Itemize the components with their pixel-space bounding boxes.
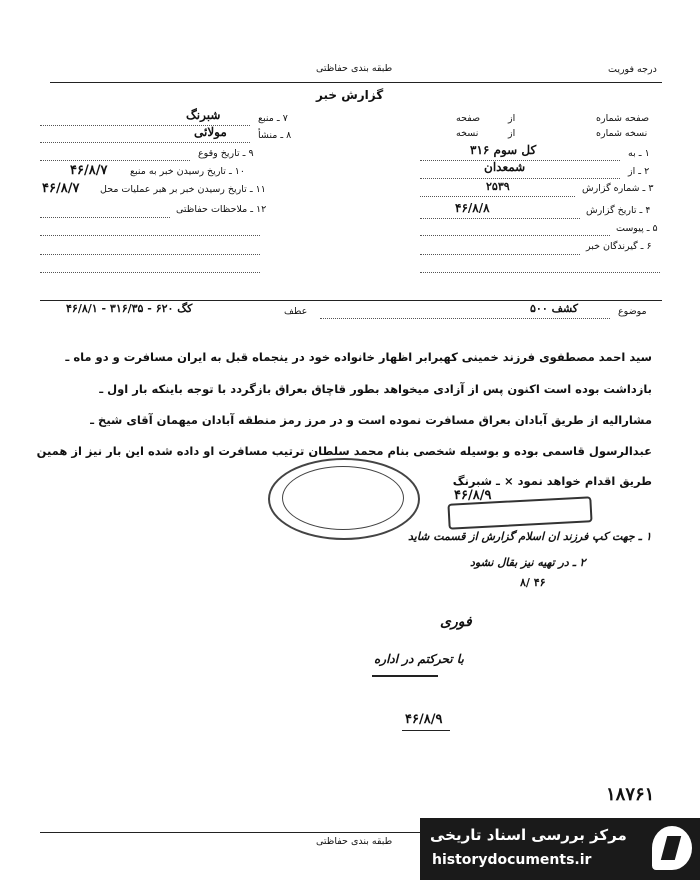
classification-top: طبقه بندی حفاظتی [316,63,393,74]
report-number-value: ۲۵۳۹ [486,180,510,193]
signature-date: ۴۶/۸/۹ [405,712,443,727]
subject-dotline [320,318,610,319]
origin-value: مولائی [194,125,227,139]
receivers-dotline-2 [420,272,660,273]
stamp-date: ۴۶/۸/۹ [454,488,492,503]
body-line-4: عبدالرسول قاسمی بوده و بوسیله شخصی بنام محمد سلطان ترتیب مسافرت او داده شده این بار نیز از همین [36,444,652,458]
reference-label: عطف [284,306,308,317]
received-ops-label: ۱۱ ـ تاریخ رسیدن خبر بر هبر عملیات محل [100,184,266,195]
handwritten-fori: فوری [440,614,472,630]
signature: با تحرکتم در اداره [374,652,464,666]
classification-bottom: طبقه بندی حفاظتی [316,836,393,847]
received-source-value: ۴۶/۸/۷ [70,163,108,178]
security-notes-label: ۱۲ ـ ملاحظات حفاظتی [176,204,267,215]
received-source-label: ۱۰ ـ تاریخ رسیدن خبر به منبع [130,166,245,177]
source-label: ۷ ـ منبع [258,113,288,124]
body-line-1: سید احمد مصطفوی فرزند خمینی کهبرابر اظهار خانواده خود در ینجماه قبل به ایران مسافرت و دو ماه ـ [65,350,652,364]
receivers-label: ۶ ـ گیرندگان خبر [586,241,652,252]
report-number-dotline [420,196,575,197]
watermark-site: historydocuments.ir [432,852,592,868]
handwritten-note-1: ۱ ـ جهت کپ فرزند ان اسلام گزارش از قسمت شاید [408,530,652,543]
copy-label: نسخه [456,128,479,139]
copy-number-label: نسخه شماره [596,128,648,139]
watermark-org-name: مرکز بررسی اسناد تاریخی [430,826,627,844]
origin-dotline [40,142,250,143]
body-line-3: مشارالیه از طریق آبادان بعراق مسافرت نموده است و در مرز رمز منطقه آبادان میهمان آقای شیخ ـ [90,413,652,427]
security-dotline-4 [40,272,260,273]
signature-date-underline [402,730,450,731]
origin-label: ۸ ـ منشأ [258,130,292,141]
urgency-label: درجه فوریت [608,64,657,75]
of-label-2: از [508,128,516,139]
event-date-label: ۹ ـ تاریخ وقوع [198,148,254,159]
page-label: صفحه [456,113,481,124]
security-dotline-3 [40,254,260,255]
subject-label: موضوع [618,306,647,317]
report-date-value: ۴۶/۸/۸ [455,201,490,215]
oval-stamp-inner [282,466,404,530]
source-value: شبرنگ [186,108,221,122]
attachment-label: ۵ ـ پیوست [616,223,658,234]
header-rule [50,82,662,83]
to-value: کل سوم ۳۱۶ [470,143,537,157]
report-date-dotline [420,218,580,219]
event-date-dotline [40,160,190,161]
body-line-2: بازداشت بوده است اکنون پس از آزادی میخواهد بطور قاچاق بعراق بازگردد با توجه باینکه بار اول ـ [99,382,652,396]
security-notes-dotline [40,217,170,218]
subject-top-rule [40,300,662,301]
to-label: ۱ ـ به [628,148,650,159]
report-title: گزارش خبر [316,88,384,102]
from-value: شمعدان [484,160,526,174]
attachment-dotline [420,235,610,236]
from-dotline [420,178,620,179]
receivers-dotline [420,254,580,255]
received-ops-value: ۴۶/۸/۷ [42,181,80,196]
reference-value: کگ ۶۲۰ - ۳۱۶/۳۵ - ۴۶/۸/۱ [66,302,193,315]
from-label: ۲ ـ از [628,166,650,177]
subject-value: کشف ۵۰۰ [530,302,579,315]
body-line-5: طریق اقدام خواهد نمود × ـ شبرنگ [452,474,652,488]
document-number: ۱۸۷۶۱ [606,784,655,805]
report-date-label: ۴ ـ تاریخ گزارش [586,205,651,216]
archive-logo-icon [652,826,692,870]
handwritten-note-2: ۲ ـ در تهیه نیز بقال نشود [470,556,586,569]
of-label-1: از [508,113,516,124]
security-dotline-2 [40,235,260,236]
report-number-label: ۳ ـ شماره گزارش [582,183,654,194]
signature-underline [372,675,438,677]
page-number-label: صفحه شماره [596,113,650,124]
watermark-banner [420,818,700,880]
handwritten-note-date: ۸/ ۴۶ [520,576,546,589]
